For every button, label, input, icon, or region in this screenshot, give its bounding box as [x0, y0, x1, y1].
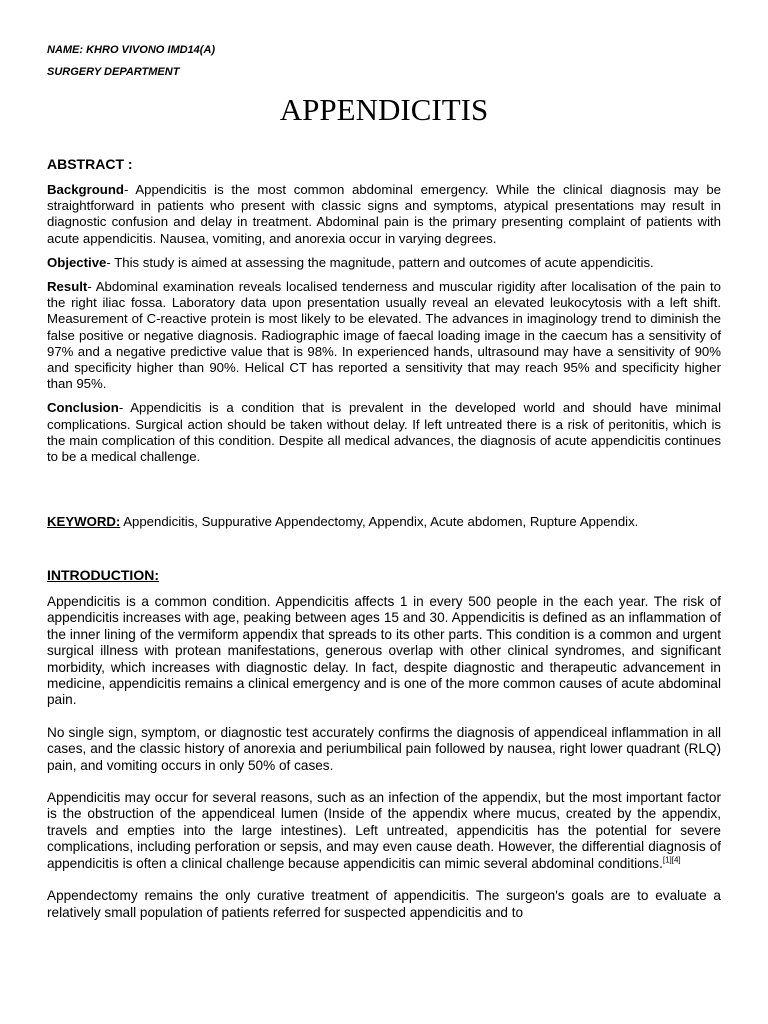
keyword-line: [47, 514, 721, 530]
citation-reference: [1][4]: [662, 855, 681, 865]
result-label: Result: [47, 279, 88, 295]
abstract-heading: ABSTRACT :: [47, 156, 133, 172]
department: SURGERY DEPARTMENT: [47, 66, 180, 78]
introduction-heading: INTRODUCTION:: [47, 567, 159, 583]
author-name: NAME: KHRO VIVONO IMD14(A): [47, 44, 216, 56]
background-paragraph: [47, 182, 721, 247]
background-text: - Appendicitis is the most common abdominal emergency. While the clinical diagnosis may be straightforward in patients who present with classic signs and symptoms, atypical presentations may result in diagnostic confusion and delay in treatment. Abdominal pain is the primary presenting complaint of patients with acute appendicitis. Nausea, vomiting, and anorexia occur in varying degrees.: [47, 182, 721, 246]
intro-paragraph-3-text: Appendicitis may occur for several reasons, such as an infection of the appendix, but the most important factor is the obstruction of the appendiceal lumen (Inside of the appendix where mucus, created by the appendix, travels and empties into the large intestines). Left untreated, appendicitis has the potential for severe complications, including perforation or sepsis, and may even cause death. However, the differential diagnosis of appendicitis is often a clinical challenge because appendicitis can mimic several abdominal conditions.: [47, 790, 721, 871]
keyword-label: KEYWORD:: [47, 514, 121, 529]
abstract-section: [47, 156, 721, 473]
conclusion-paragraph: [47, 400, 721, 465]
objective-label: Objective: [47, 254, 107, 270]
introduction-section: [47, 567, 721, 937]
keyword-text: Appendicitis, Suppurative Appendectomy, Appendix, Acute abdomen, Rupture Appendix.: [120, 514, 639, 529]
intro-paragraph-1: Appendicitis is a common condition. Appendicitis affects 1 in every 500 people in the each year. The risk of appendicitis increases with age, peaking between ages 15 and 30. Appendicitis is defined as an inflammation of the inner lining of the vermiform appendix that spreads to its other parts. This condition is a common and urgent surgical illness with protean manifestations, generous overlap with other clinical syndromes, and significant morbidity, which increases with diagnostic delay. In fact, despite diagnostic and therapeutic advancement in medicine, appendicitis remains a clinical emergency and is one of the more common causes of acute abdominal pain.: [47, 594, 721, 708]
objective-paragraph: [47, 255, 721, 271]
conclusion-label: Conclusion: [47, 400, 119, 416]
document-title: APPENDICITIS: [279, 92, 489, 127]
background-label: Background: [47, 182, 124, 197]
intro-paragraph-2: No single sign, symptom, or diagnostic test accurately confirms the diagnosis of appendiceal inflammation in all cases, and the classic history of anorexia and periumbilical pain followed by nausea, right lower quadrant (RLQ) pain, and vomiting occurs in only 50% of cases.: [47, 724, 721, 773]
intro-paragraph-3: [47, 790, 721, 872]
result-text: - Abdominal examination reveals localised tenderness and muscular rigidity after localisation of the pain to the right iliac fossa. Laboratory data upon presentation usually reveal an elevated leukocytosis with a left shift. Measurement of C-reactive protein is most likely to be elevated. The advances in imaginology trend to diminish the false positive or negative diagnosis. Radiographic image of faecal loading image in the caecum has a sensitivity of 97% and a negative predictive value that is 98%. In experienced hands, ultrasound may have a sensitivity of 90% and specificity higher than 90%. Helical CT has reported a sensitivity that may reach 95% and specificity higher than 95%.: [47, 279, 721, 392]
conclusion-text: - Appendicitis is a condition that is prevalent in the developed world and should have minimal complications. Surgical action should be taken without delay. If left untreated there is a risk of peritonitis, which is the main complication of this condition. Despite all medical advances, the diagnosis of acute appendicitis continues to be a medical challenge.: [47, 400, 721, 465]
intro-paragraph-4: Appendectomy remains the only curative treatment of appendicitis. The surgeon's goals are to evaluate a relatively small population of patients referred for suspected appendicitis and to: [47, 888, 721, 920]
result-paragraph: [47, 279, 721, 392]
objective-text: - This study is aimed at assessing the magnitude, pattern and outcomes of acute appendicitis.: [106, 254, 654, 270]
